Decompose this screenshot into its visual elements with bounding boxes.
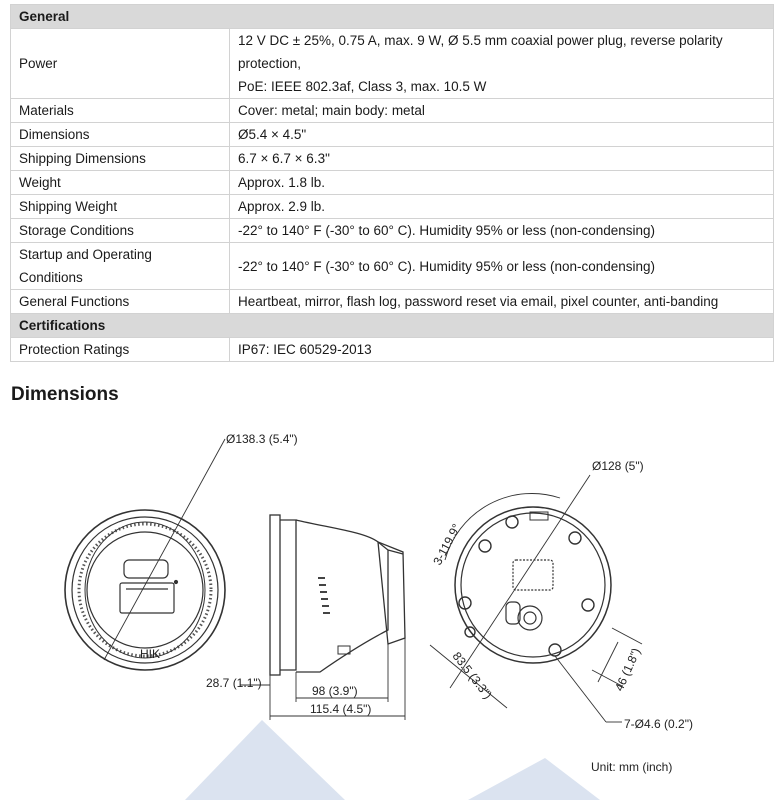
spec-row-weight [11,171,774,195]
spec-row-storage-conditions [11,219,774,243]
dimensions-drawing [0,420,784,800]
side-depth-label: 28.7 (1.1") [206,676,262,690]
spec-value: Cover: metal; main body: metal [230,99,774,123]
spec-label: Protection Ratings [11,338,230,362]
spec-value: -22° to 140° F (-30° to 60° C). Humidity 95% or less (non-condensing) [230,243,774,290]
value-line: protection, [238,56,302,71]
spec-row-shipping-dimensions [11,147,774,171]
spec-row-power [11,29,774,99]
base-span-label: 83.5 (3.3") [449,649,495,702]
label-line: Startup and Operating [19,247,152,262]
base-holes-label: 7-Ø4.6 (0.2") [624,717,693,731]
spec-value: -22° to 140° F (-30° to 60° C). Humidity 95% or less (non-condensing) [230,219,774,243]
spec-row-protection-ratings [11,338,774,362]
spec-row-startup-operating-conditions [11,243,774,290]
spec-value: Heartbeat, mirror, flash log, password reset via email, pixel counter, anti-banding [230,290,774,314]
spec-label: Shipping Dimensions [11,147,230,171]
base-offset-label: 46 (1.8") [611,645,644,694]
spec-row-dimensions [11,123,774,147]
spec-value: Approx. 2.9 lb. [230,195,774,219]
spec-value: IP67: IEC 60529-2013 [230,338,774,362]
spec-label: Dimensions [11,123,230,147]
spec-value: 6.7 × 6.7 × 6.3" [230,147,774,171]
section-title: Certifications [11,314,774,338]
spec-value: Ø5.4 × 4.5" [230,123,774,147]
spec-label: General Functions [11,290,230,314]
unit-note: Unit: mm (inch) [591,760,673,774]
spec-value [230,29,774,99]
front-view [65,439,225,670]
spec-label: Weight [11,171,230,195]
spec-table [10,4,774,362]
spec-value: Approx. 1.8 lb. [230,171,774,195]
value-line: 12 V DC ± 25%, 0.75 A, max. 9 W, Ø 5.5 mm coaxial power plug, reverse polarity [238,33,723,48]
spec-label: Materials [11,99,230,123]
spec-label [11,243,230,290]
section-title: General [11,5,774,29]
side-total-label: 115.4 (4.5") [310,702,372,716]
base-diameter-label: Ø128 (5") [592,459,644,473]
front-diameter-label: Ø138.3 (5.4") [226,432,298,446]
dimensions-heading: Dimensions [11,384,119,405]
spec-row-general-functions [11,290,774,314]
svg-text:HIK: HIK [140,647,161,661]
base-angle-label: 3-119.9° [430,521,464,568]
label-line: Conditions [19,270,83,285]
spec-label: Shipping Weight [11,195,230,219]
spec-row-shipping-weight [11,195,774,219]
value-line: PoE: IEEE 802.3af, Class 3, max. 10.5 W [238,79,487,94]
section-header-certifications [11,314,774,338]
spec-label: Power [11,29,230,99]
side-body-label: 98 (3.9") [312,684,358,698]
section-header-general [11,5,774,29]
spec-label: Storage Conditions [11,219,230,243]
spec-row-materials [11,99,774,123]
base-view [430,475,642,722]
watermark [185,720,600,800]
